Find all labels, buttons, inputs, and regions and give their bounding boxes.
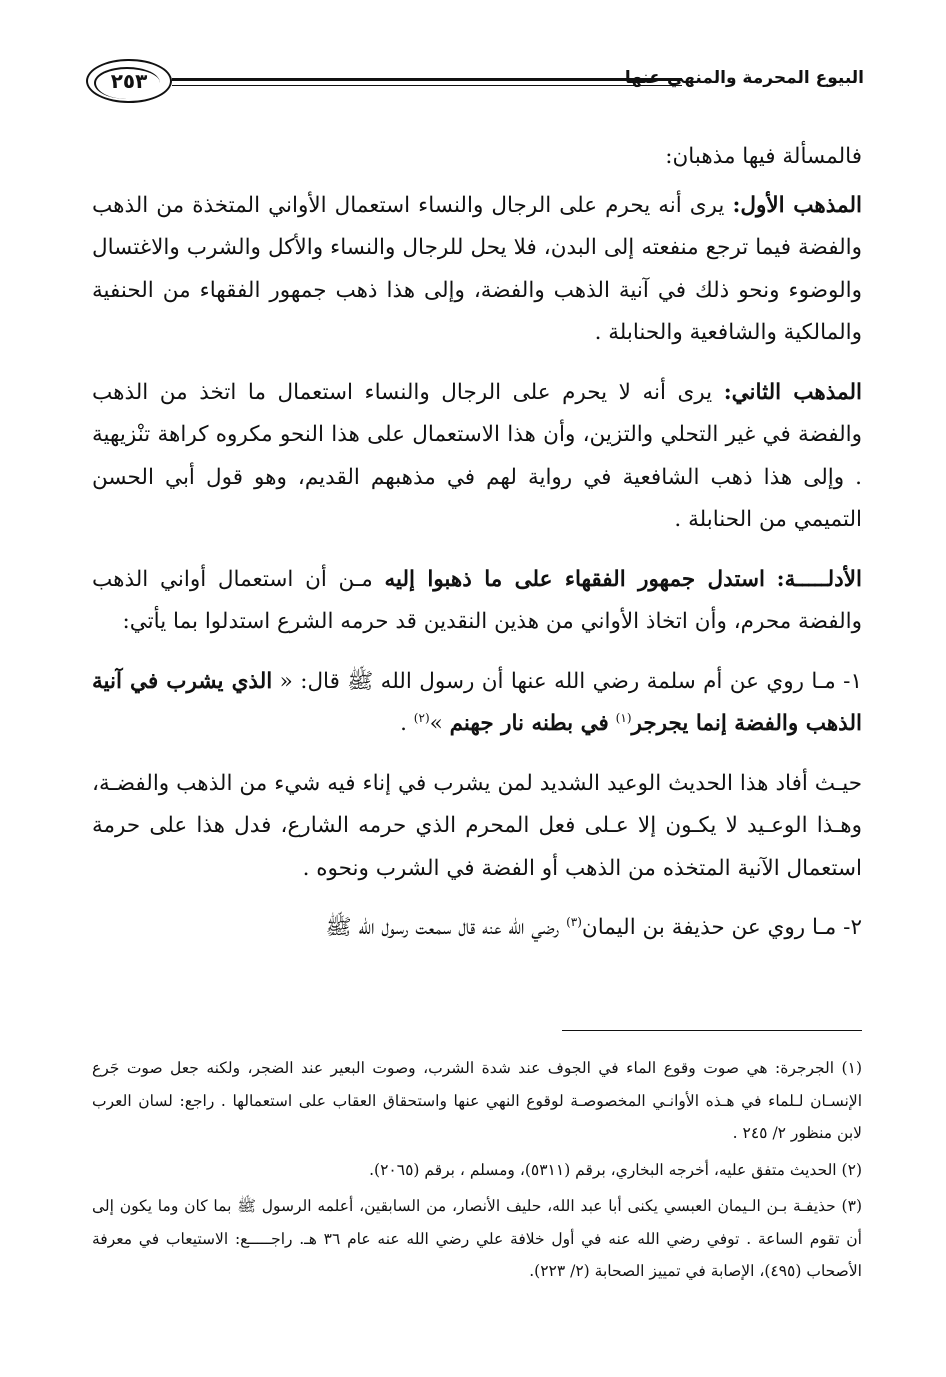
hadith-one-quote-part1: الذي يشرب في آنية الذهب والفضة إنما يجرجر [92, 668, 862, 736]
commentary-paragraph: حيـث أفاد هذا الحديث الوعيد الشديد لمن يشرب في إناء فيه شيء من الذهب والفضـة، وهـذا الوعـيد لا يكـون إلا عـلى فعل المحرم الذي حرمه الشارع، فدل هذا على حرمة استعمال الآنية المتخذه من الذهب أو الفضة في الشرب ونحوه . [92, 770, 862, 881]
hadith-two-paragraph [92, 907, 862, 950]
footnote-2-text: الحديث متفق عليه، أخرجه البخاري، برقم (٥٣١١)، ومسلم ، برقم (٢٠٦٥). [369, 1160, 837, 1179]
footnote-1 [92, 1052, 862, 1150]
footnotes-section [92, 1052, 862, 1292]
header-rule [172, 78, 682, 84]
hadith-one-paragraph [92, 661, 862, 746]
hadith-two-suffix: رضي الله عنه قال سمعت رسول الله ﷺ [325, 915, 560, 940]
footnote-2 [92, 1154, 862, 1187]
hadith-one-quote-part2: في بطنه نار جهنم [449, 711, 609, 736]
hadith-two-prefix: ٢- مـا روي عن حذيفة بن اليمان [581, 915, 862, 940]
footnote-ref-1[interactable]: (١) [615, 710, 632, 725]
intro-paragraph: فالمسألة فيها مذهبان: [665, 144, 862, 169]
second-madhhab-paragraph [92, 372, 862, 542]
footnote-separator [562, 1030, 862, 1031]
evidence-text: مـن أن استعمال أواني الذهب والفضة محرم، وأن اتخاذ الأواني من هذين النقدين قد حرمه الشرع استدلوا بما يأتي: [92, 566, 862, 634]
page-number-ornament [86, 59, 172, 103]
footnote-2-number: (٢) [841, 1160, 862, 1179]
first-madhhab-paragraph [92, 185, 862, 355]
evidence-paragraph [92, 559, 862, 644]
main-text [92, 136, 862, 967]
footnote-3 [92, 1190, 862, 1288]
page-header [84, 56, 864, 104]
hadith-one-close-quote: » [429, 711, 443, 736]
footnote-ref-2[interactable]: (٢) [413, 710, 430, 725]
page-number: ٢٥٣ [110, 69, 148, 93]
running-title: البيوع المحرمة والمنهي عنها [624, 68, 864, 88]
hadith-one-end: . [400, 711, 407, 736]
footnote-ref-3[interactable]: (٣) [566, 914, 582, 929]
evidence-bold-text: استدل جمهور الفقهاء على ما ذهبوا إليه [384, 566, 765, 592]
evidence-label: الأدلـــــة: [776, 566, 862, 592]
first-madhhab-label: المذهب الأول: [732, 192, 862, 218]
footnote-3-text: حذيفـة بـن الـيمان العبسي يكنى أبا عبد الله، حليف الأنصار، من السابقين، أعلمه الرسول ﷺ بما كان وما يكون إلى أن تقوم الساعة . توفي رضي الله عنه في أول خلافة علي رضي الله عنه عام ٣٦ هـ. راجـــــع: الاستيعاب في معرفة الأصحاب (٤٩٥)، الإصابة في تمييز الصحابة (٢/ ٢٢٣). [92, 1197, 862, 1280]
footnote-1-text: الجرجرة: هي صوت وقوع الماء في الجوف عند شدة الشرب، وصوت البعير عند الضجر، ولكنه جعل صوت جَرع الإنسـان لـلماء في هـذه الأوانـي المخصوصـة لوقوع النهي عنها واستحقاق العقاب على استعمالها . راجع: لسان العرب لابن منظور ٢/ ٢٤٥ . [92, 1059, 862, 1142]
footnote-3-number: (٣) [841, 1197, 862, 1215]
second-madhhab-label: المذهب الثاني: [723, 379, 862, 405]
second-madhhab-text: يرى أنه لا يحرم على الرجال والنساء استعمال ما اتخذ من الذهب والفضة في غير التحلي والتزين، وأن هذا الاستعمال على هذا النحو مكروه كراهة تنْزيهية . وإلى هذا ذهب الشافعية في رواية لهم في مذهبهم القديم، وهو قول أبي الحسن التميمي من الحنابلة . [92, 379, 862, 532]
footnote-1-number: (١) [841, 1059, 862, 1077]
hadith-one-prefix: ١- مـا روي عن أم سلمة رضي الله عنها أن رسول الله ﷺ قال: « [279, 668, 862, 694]
first-madhhab-text: يرى أنه يحرم على الرجال والنساء استعمال الأواني المتخذة من الذهب والفضة فيما ترجع منفعته إلى البدن، فلا يحل للرجال والنساء والأكل والشرب والاغتسال والوضوء ونحو ذلك في آنية الذهب والفضة، وإلى هذا ذهب جمهور الفقهاء من الحنفية والمالكية والشافعية والحنابلة . [92, 192, 862, 345]
